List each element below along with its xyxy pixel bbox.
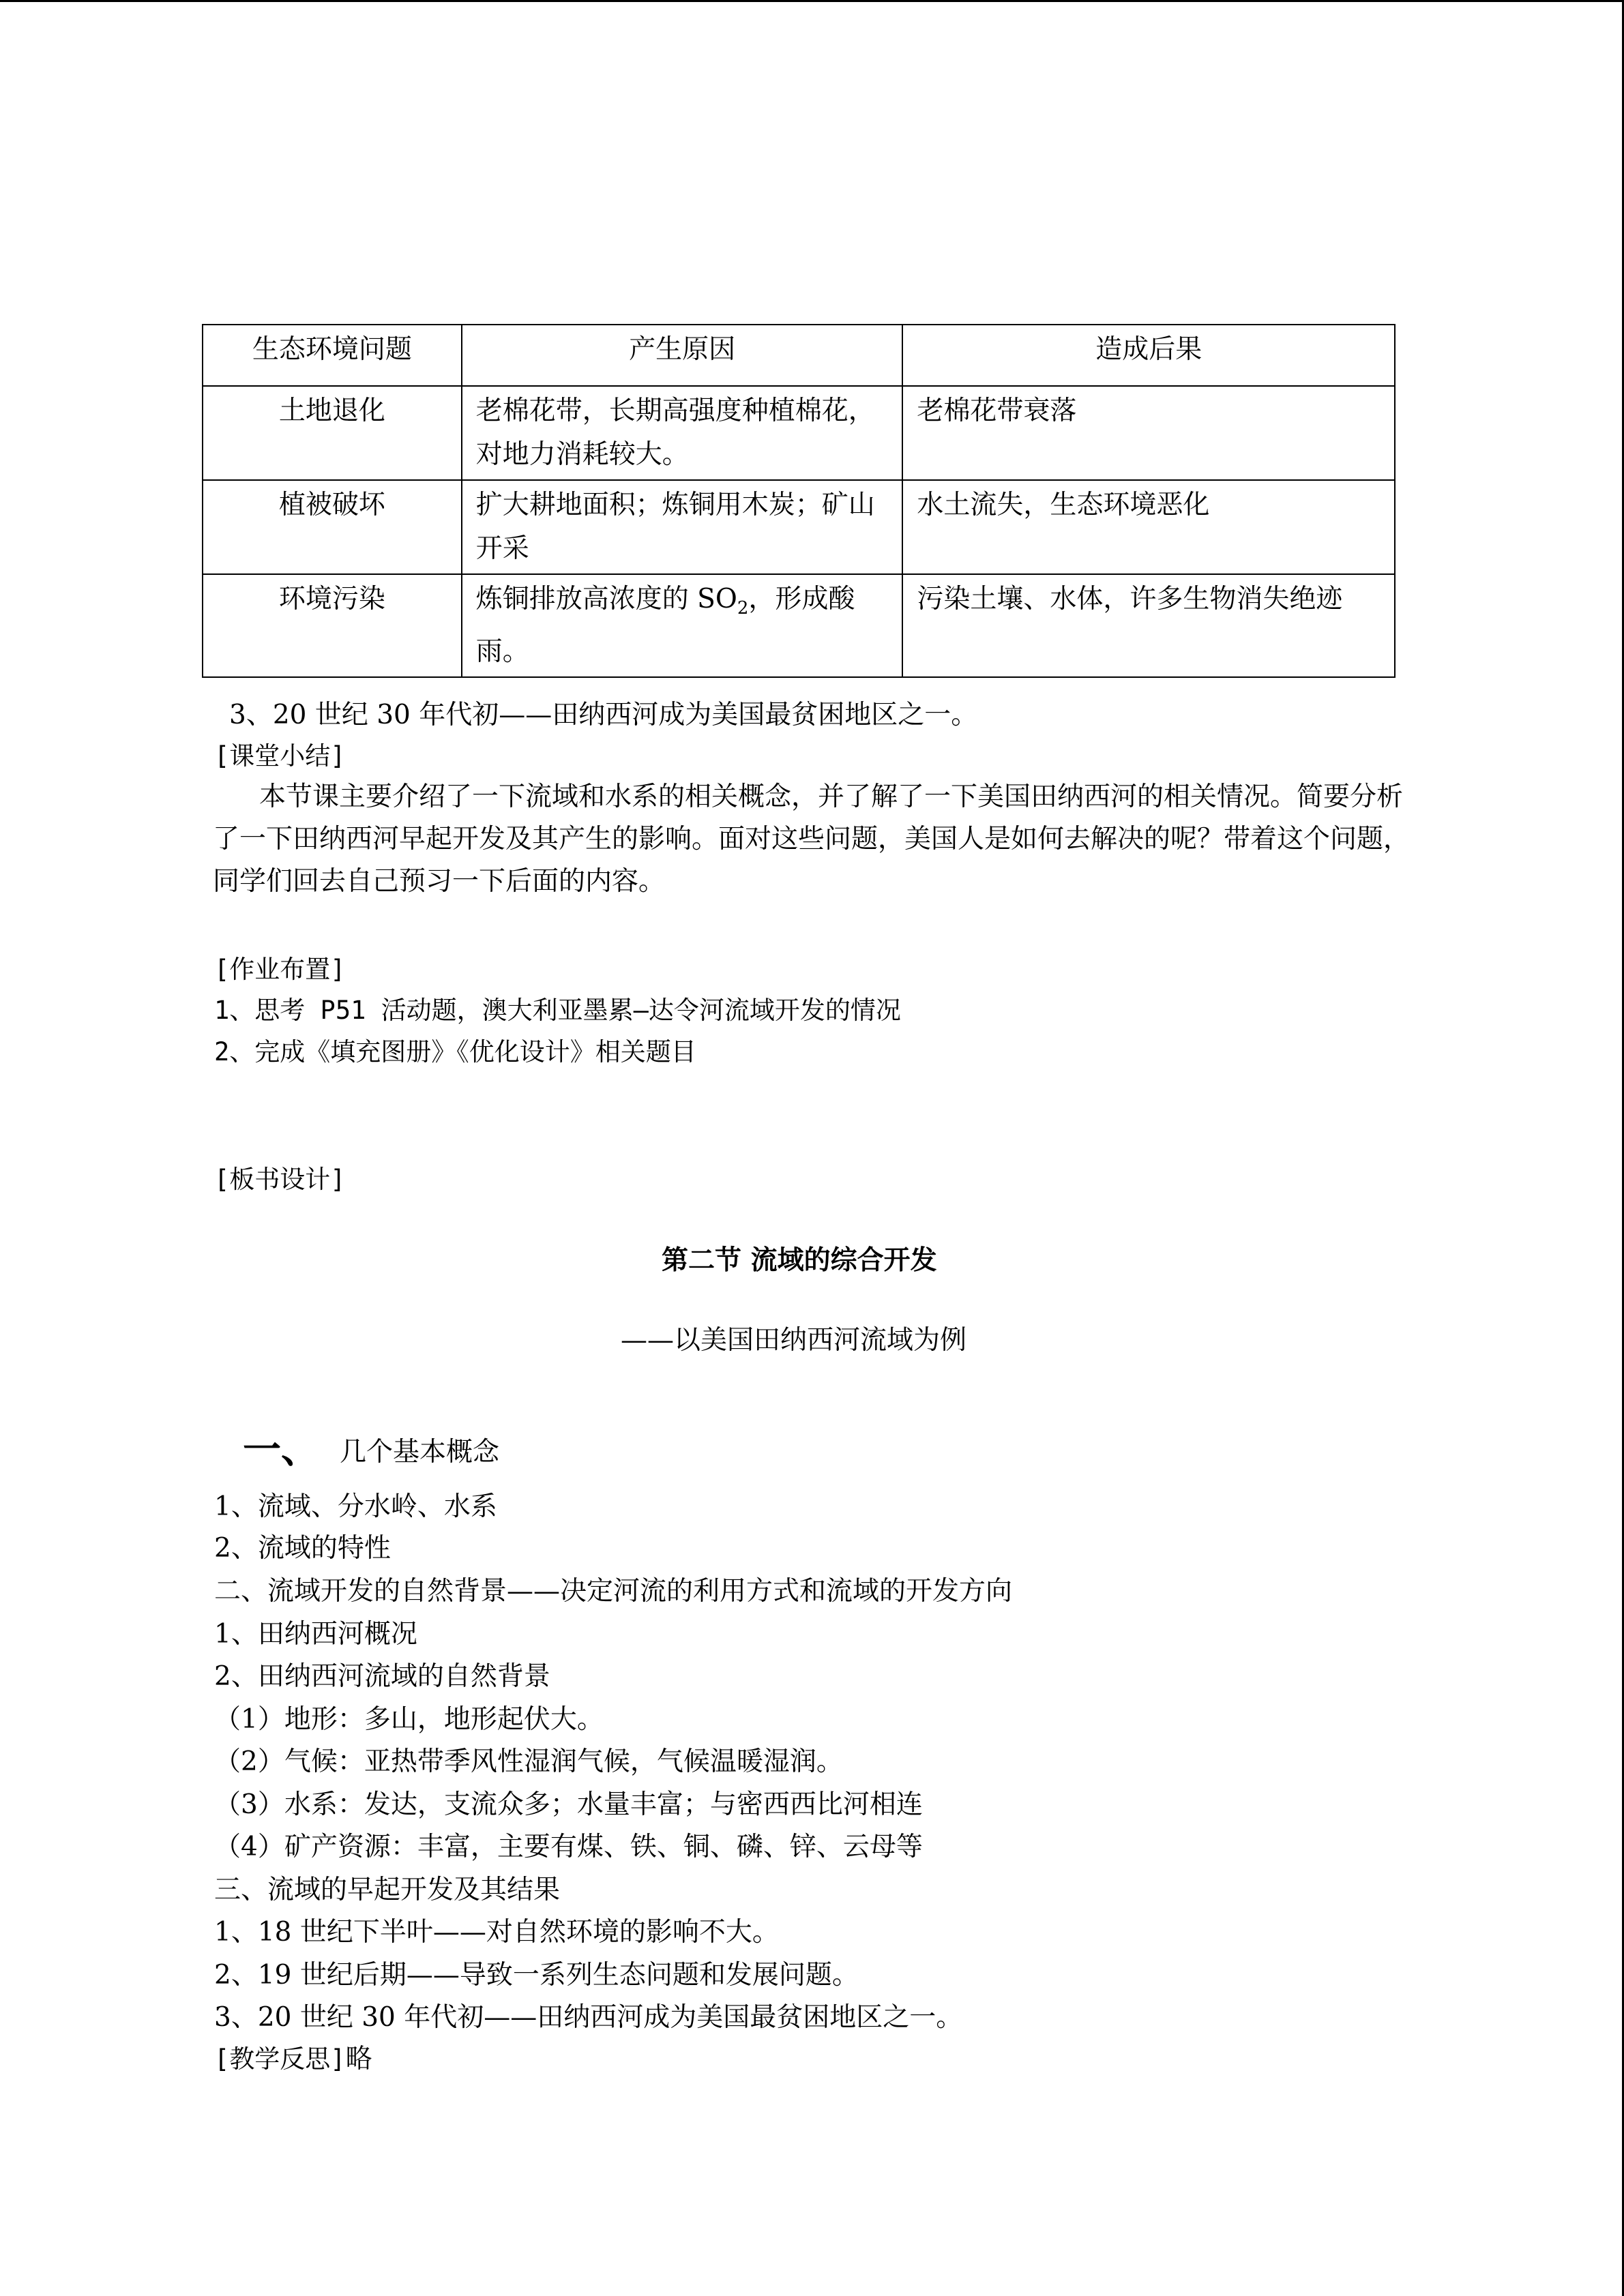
- summary-title: [课堂小结]: [214, 741, 346, 771]
- table-header-row: [203, 325, 1395, 386]
- reflection-label: [教学反思]: [214, 2044, 346, 2074]
- homework-title: [作业布置]: [214, 955, 346, 984]
- reflection-text: 略: [345, 2044, 372, 2074]
- homework-item: 1、思考 P51 活动题，澳大利亚墨累—达令河流域开发的情况: [214, 996, 901, 1025]
- outline-line: （4）矿产资源：丰富，主要有煤、铁、铜、磷、锌、云母等: [214, 1832, 923, 1862]
- cause-cell: [462, 574, 903, 677]
- section-one-title: 几个基本概念: [340, 1437, 500, 1467]
- outline-line: （2）气候：亚热带季风性湿润气候，气候温暖湿润。: [214, 1746, 843, 1777]
- problem-cell: 环境污染: [203, 574, 462, 677]
- problem-cell: 土地退化: [203, 386, 462, 480]
- table-row: [203, 386, 1395, 480]
- board-heading: 第二节 流域的综合开发: [662, 1244, 937, 1276]
- homework-item: 2、完成《填充图册》《优化设计》相关题目: [214, 1037, 696, 1067]
- outline-line: 三、流域的早起开发及其结果: [214, 1875, 561, 1905]
- board-subheading: ——以美国田纳西河流域为例: [621, 1325, 967, 1356]
- outline-line: 2、田纳西河流域的自然背景: [214, 1661, 550, 1692]
- problem-cell: 植被破坏: [203, 480, 462, 574]
- outline-line: 1、流域、分水岭、水系: [214, 1491, 497, 1522]
- outline-line: 二、流域开发的自然背景——决定河流的利用方式和流域的开发方向: [214, 1576, 1013, 1607]
- section-one-number: 一、: [243, 1427, 319, 1472]
- outline-line: （1）地形：多山，地形起伏大。: [214, 1704, 604, 1735]
- cause-text-end: ，形成酸雨。: [475, 584, 855, 667]
- outline-line: （3）水系：发达，支流众多；水量丰富；与密西西比河相连: [214, 1789, 923, 1820]
- cause-cell: 扩大耕地面积；炼铜用木炭；矿山开采: [462, 480, 903, 574]
- cause-text: 炼铜排放高浓度的 SO: [475, 584, 737, 614]
- subscript-2: 2: [737, 597, 749, 618]
- table-header-cell: 生态环境问题: [203, 325, 462, 386]
- outline-line: 1、田纳西河概况: [214, 1619, 417, 1650]
- outline-line: 1、18 世纪下半叶——对自然环境的影响不大。: [214, 1917, 779, 1948]
- effect-cell: 污染土壤、水体，许多生物消失绝迹: [902, 574, 1395, 677]
- ecology-problem-table: [202, 324, 1396, 678]
- outline-line: 3、20 世纪 30 年代初——田纳西河成为美国最贫困地区之一。: [214, 2002, 963, 2033]
- summary-text: 本节课主要介绍了一下流域和水系的相关概念，并了解了一下美国田纳西河的相关情况。简要分析了一下田纳西河早起开发及其产生的影响。面对这些问题，美国人是如何去解决的呢？带着这个问题，同学们回去自己预习一下后面的内容。: [213, 781, 1411, 897]
- reflection-line: [214, 2039, 372, 2080]
- table-row: [203, 480, 1395, 574]
- period-line-3: 3、20 世纪 30 年代初——田纳西河成为美国最贫困地区之一。: [229, 700, 978, 730]
- effect-cell: 老棉花带衰落: [902, 386, 1395, 480]
- effect-cell: 水土流失，生态环境恶化: [902, 480, 1395, 574]
- outline-line: 2、流域的特性: [214, 1533, 391, 1564]
- table-header-cell: 产生原因: [462, 325, 903, 386]
- cause-cell: 老棉花带，长期高强度种植棉花，对地力消耗较大。: [462, 386, 903, 480]
- top-border-line: [0, 0, 1624, 2]
- table-header-cell: 造成后果: [902, 325, 1395, 386]
- board-title: [板书设计]: [214, 1165, 346, 1194]
- table-row: [203, 574, 1395, 677]
- outline-line: 2、19 世纪后期——导致一系列生态问题和发展问题。: [214, 1960, 859, 1991]
